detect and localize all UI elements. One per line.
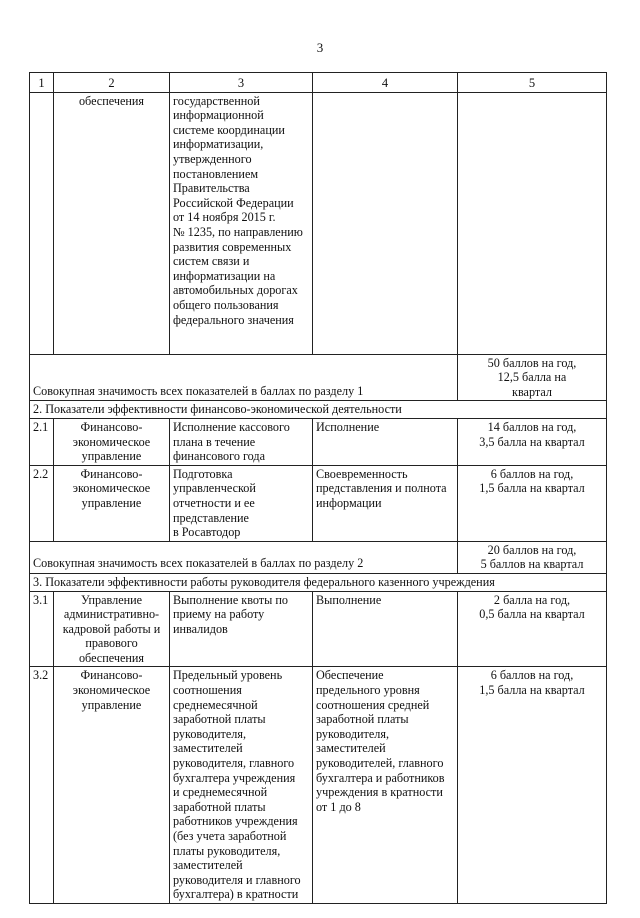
cell-indicator: Подготовка управленческой отчетности и ее представление в Росавтодор	[170, 465, 313, 541]
header-col-3: 3	[170, 73, 313, 93]
summary-value: 50 баллов на год, 12,5 балла на квартал	[458, 354, 607, 401]
cell-dept: Финансово- экономическое управление	[54, 465, 170, 541]
cell-num: 3.2	[30, 667, 54, 904]
summary-row-section-2	[30, 541, 607, 573]
cell-indicator: Предельный уровень соотношения среднемесячной заработной платы руководителя, заместителей руководителя, главного бухгалтера учреждения и среднемесячной заработной платы работников учреждения (без учета заработной платы руководителя, заместителей руководителя и главного бухгалтера) в кратности	[170, 667, 313, 904]
cell-criteria: Исполнение	[313, 418, 458, 465]
header-col-1: 1	[30, 73, 54, 93]
table-header-row	[30, 73, 607, 93]
cell-dept: Финансово- экономическое управление	[54, 667, 170, 904]
cell-criteria: Выполнение	[313, 591, 458, 667]
cell-points: 14 баллов на год, 3,5 балла на квартал	[458, 418, 607, 465]
section-title: 2. Показатели эффективности финансово-экономической деятельности	[30, 401, 607, 419]
cell-indicator: Выполнение квоты по приему на работу инвалидов	[170, 591, 313, 667]
cell-criteria: Своевременность представления и полнота информации	[313, 465, 458, 541]
section-title-row-3	[30, 573, 607, 591]
summary-value: 20 баллов на год, 5 баллов на квартал	[458, 541, 607, 573]
cell-points: 2 балла на год, 0,5 балла на квартал	[458, 591, 607, 667]
table-row	[30, 591, 607, 667]
cell-num: 2.2	[30, 465, 54, 541]
cell-num	[30, 92, 54, 354]
summary-label: Совокупная значимость всех показателей в баллах по разделу 1	[30, 354, 458, 401]
cell-points: 6 баллов на год, 1,5 балла на квартал	[458, 465, 607, 541]
cell-num: 3.1	[30, 591, 54, 667]
section-title: 3. Показатели эффективности работы руководителя федерального казенного учреждения	[30, 573, 607, 591]
cell-dept: обеспечения	[54, 92, 170, 354]
cell-points	[458, 92, 607, 354]
cell-dept: Управление административно- кадровой работы и правового обеспечения	[54, 591, 170, 667]
cell-indicator: государственной информационной системе координации информатизации, утвержденного постановлением Правительства Российской Федерации от 14 ноября 2015 г. № 1235, по направлению развития современных систем связи и информатизации на автомобильных дорогах общего пользования федерального значения	[170, 92, 313, 354]
section-title-row-2	[30, 401, 607, 419]
summary-row-section-1	[30, 354, 607, 401]
table-row	[30, 418, 607, 465]
header-col-5: 5	[458, 73, 607, 93]
table-row-continuation	[30, 92, 607, 354]
page-number: 3	[316, 40, 324, 55]
cell-criteria	[313, 92, 458, 354]
table-row	[30, 667, 607, 904]
cell-dept: Финансово- экономическое управление	[54, 418, 170, 465]
table-row	[30, 465, 607, 541]
summary-label: Совокупная значимость всех показателей в баллах по разделу 2	[30, 541, 458, 573]
header-col-4: 4	[313, 73, 458, 93]
cell-points: 6 баллов на год, 1,5 балла на квартал	[458, 667, 607, 904]
cell-criteria: Обеспечение предельного уровня соотношения средней заработной платы руководителя, заместителей руководителей, главного бухгалтера и работников учреждения в кратности от 1 до 8	[313, 667, 458, 904]
header-col-2: 2	[54, 73, 170, 93]
indicators-table	[29, 72, 607, 904]
cell-indicator: Исполнение кассового плана в течение финансового года	[170, 418, 313, 465]
cell-num: 2.1	[30, 418, 54, 465]
